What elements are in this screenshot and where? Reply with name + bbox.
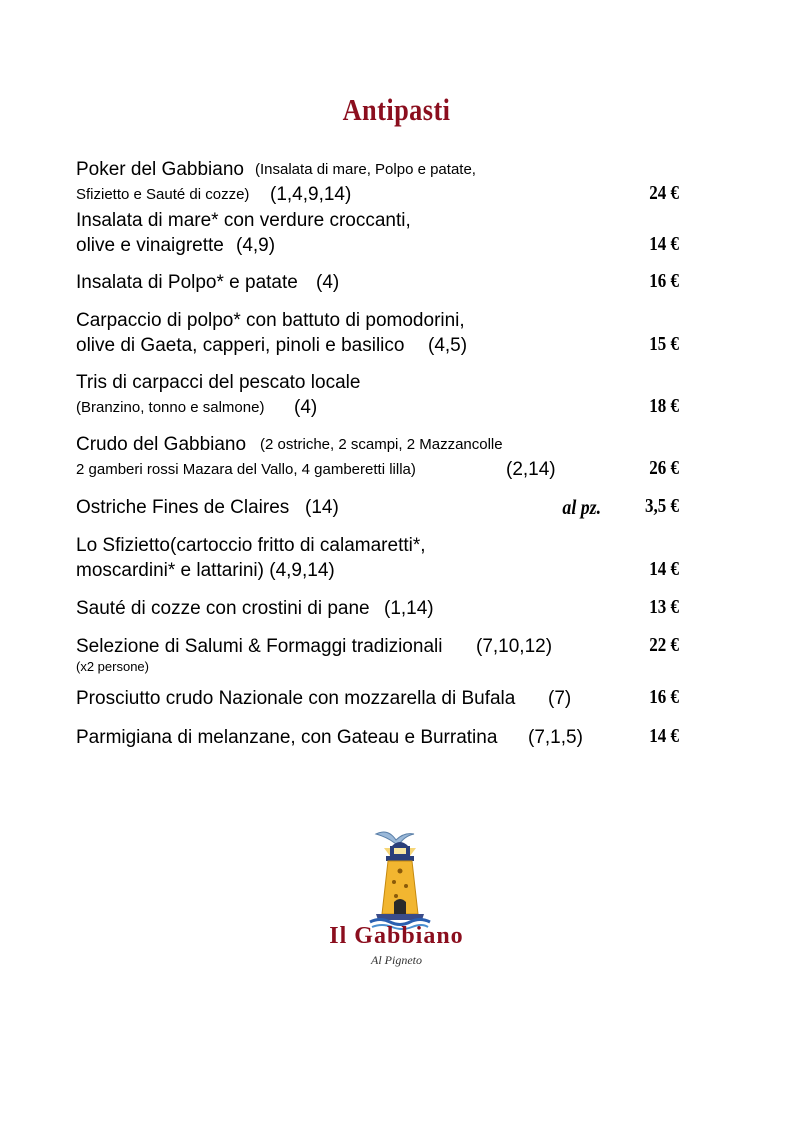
dish-note: (2 ostriche, 2 scampi, 2 Mazzancolle <box>260 436 503 453</box>
allergens: (7,10,12) <box>476 636 553 657</box>
allergens: (7,1,5) <box>528 727 583 748</box>
allergens: (2,14) <box>506 459 556 480</box>
price: 16 € <box>649 270 679 292</box>
brand-name: Il Gabbiano <box>329 923 464 949</box>
price: 16 € <box>649 686 679 708</box>
brand-subtitle: Al Pigneto <box>371 953 422 967</box>
allergens: (4) <box>316 272 340 293</box>
dish-desc: (Branzino, tonno e salmone) <box>76 399 265 416</box>
dish-note: (Insalata di mare, Polpo e patate, <box>255 161 476 178</box>
dish-desc: moscardini* e lattarini) (4,9,14) <box>76 560 335 581</box>
allergens: (4) <box>294 397 318 418</box>
price: 15 € <box>649 333 679 355</box>
dish-desc: Sfizietto e Sauté di cozze) <box>76 186 250 203</box>
dish-name: Crudo del Gabbiano <box>76 434 247 455</box>
dish-name: Ostriche Fines de Claires <box>76 497 290 518</box>
dish-name: Insalata di Polpo* e patate <box>76 272 298 293</box>
allergens: (4,5) <box>428 335 468 356</box>
dish-name: Tris di carpacci del pescato locale <box>76 372 361 393</box>
dish-note: (x2 persone) <box>76 659 149 674</box>
dish-desc: 2 gamberi rossi Mazara del Vallo, 4 gamberetti lilla) <box>76 461 416 478</box>
allergens: (7) <box>548 688 572 709</box>
price: 22 € <box>649 634 679 656</box>
allergens: (14) <box>305 497 339 518</box>
allergens: (1,4,9,14) <box>270 184 352 205</box>
price: 3,5 € <box>645 495 679 517</box>
price: 26 € <box>649 457 679 479</box>
price: 13 € <box>649 596 679 618</box>
price: 14 € <box>649 725 679 747</box>
dish-name: Lo Sfizietto(cartoccio fritto di calamaretti*, <box>76 535 426 556</box>
dish-name: Sauté di cozze con crostini di pane <box>76 598 370 619</box>
page-title: Antipasti <box>342 92 451 127</box>
dish-name: Carpaccio di polpo* con battuto di pomodorini, <box>76 310 465 331</box>
allergens: (4,9) <box>236 235 276 256</box>
dish-desc: olive e vinaigrette <box>76 235 224 256</box>
allergens: (1,14) <box>384 598 434 619</box>
price: 18 € <box>649 395 679 417</box>
dish-name: Insalata di mare* con verdure croccanti, <box>76 210 411 231</box>
dish-name: Selezione di Salumi & Formaggi tradizionali <box>76 636 443 657</box>
price: 14 € <box>649 558 679 580</box>
dish-name: Poker del Gabbiano <box>76 159 244 180</box>
dish-desc: olive di Gaeta, capperi, pinoli e basilico <box>76 335 405 356</box>
unit-label: al pz. <box>562 495 602 519</box>
price: 24 € <box>649 182 679 204</box>
dish-name: Parmigiana di melanzane, con Gateau e Burratina <box>76 727 498 748</box>
price: 14 € <box>649 233 679 255</box>
dish-name: Prosciutto crudo Nazionale con mozzarella di Bufala <box>76 688 516 709</box>
